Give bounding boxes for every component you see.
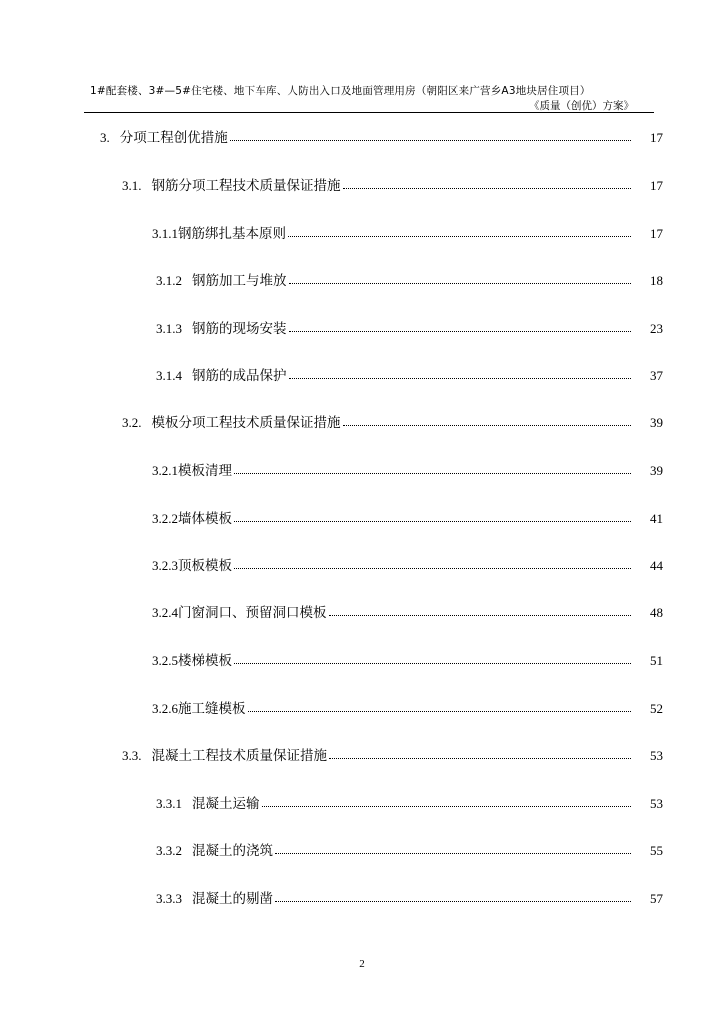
toc-dot-leader bbox=[234, 567, 631, 569]
page-number: 2 bbox=[359, 958, 365, 970]
toc-dot-leader bbox=[262, 805, 632, 807]
toc-entry-number: 3.3.3 bbox=[156, 891, 182, 906]
toc-entry-page-number: 17 bbox=[650, 130, 663, 145]
toc-entry-page-number: 18 bbox=[650, 273, 663, 288]
toc-dot-leader bbox=[289, 282, 632, 284]
toc-dot-leader bbox=[248, 710, 632, 712]
toc-entry-page-number: 52 bbox=[650, 701, 663, 716]
toc-entry-number: 3.3. bbox=[122, 748, 142, 763]
toc-entry-number: 3.2.4 bbox=[152, 605, 178, 620]
toc-entry-title: 顶板模板 bbox=[178, 558, 232, 574]
toc-entry[interactable] bbox=[122, 744, 663, 764]
toc-dot-leader bbox=[234, 472, 631, 474]
toc-dot-leader bbox=[289, 330, 632, 332]
toc-entry-page-number: 53 bbox=[650, 796, 663, 811]
toc-entry-number: 3.3.2 bbox=[156, 843, 182, 858]
toc-entry-page-number: 39 bbox=[650, 463, 663, 478]
toc-entry-page-number: 37 bbox=[650, 368, 663, 383]
toc-entry-title: 混凝土的剔凿 bbox=[192, 891, 273, 907]
toc-entry-page-number: 48 bbox=[650, 605, 663, 620]
toc-entry[interactable] bbox=[152, 601, 663, 621]
toc-entry-number: 3.2. bbox=[122, 415, 142, 430]
toc-entry[interactable] bbox=[152, 697, 663, 717]
toc-entry-number: 3.1. bbox=[122, 178, 142, 193]
toc-entry[interactable] bbox=[156, 887, 663, 907]
toc-entry-page-number: 44 bbox=[650, 558, 663, 573]
toc-entry-title: 门窗洞口、预留洞口模板 bbox=[178, 605, 327, 621]
toc-entry[interactable] bbox=[152, 554, 663, 574]
toc-entry[interactable] bbox=[152, 459, 663, 479]
toc-entry-number: 3.3.1 bbox=[156, 796, 182, 811]
toc-entry-number: 3.1.3 bbox=[156, 321, 182, 336]
toc-entry-page-number: 23 bbox=[650, 321, 663, 336]
toc-entry-number: 3.2.2 bbox=[152, 511, 178, 526]
toc-entry[interactable] bbox=[152, 649, 663, 669]
toc-dot-leader bbox=[234, 520, 631, 522]
toc-entry[interactable] bbox=[122, 174, 663, 194]
toc-entry-title: 分项工程创优措施 bbox=[119, 130, 228, 146]
toc-entry-page-number: 17 bbox=[650, 178, 663, 193]
toc-entry[interactable] bbox=[156, 839, 663, 859]
toc-entry[interactable] bbox=[156, 317, 663, 337]
toc-entry-number: 3. bbox=[100, 130, 110, 145]
toc-entry[interactable] bbox=[156, 364, 663, 384]
toc-entry-number: 3.2.1 bbox=[152, 463, 178, 478]
toc-dot-leader bbox=[275, 900, 631, 902]
toc-entry-page-number: 17 bbox=[650, 226, 663, 241]
toc-dot-leader bbox=[343, 424, 632, 426]
toc-entry[interactable] bbox=[156, 269, 663, 289]
toc-entry-number: 3.1.4 bbox=[156, 368, 182, 383]
toc-entry-title: 混凝土工程技术质量保证措施 bbox=[151, 748, 327, 764]
toc-dot-leader bbox=[234, 662, 631, 664]
toc-entry-page-number: 41 bbox=[650, 511, 663, 526]
toc-dot-leader bbox=[343, 187, 632, 189]
toc-dot-leader bbox=[329, 757, 631, 759]
toc-entry[interactable] bbox=[156, 792, 663, 812]
toc-entry[interactable] bbox=[152, 222, 663, 242]
toc-entry-number: 3.1.2 bbox=[156, 273, 182, 288]
toc-entry-number: 3.1.1 bbox=[152, 226, 178, 241]
header-project-title: 1#配套楼、3#—5#住宅楼、地下车库、人防出入口及地面管理用房（朝阳区来广营乡A3地块居住项目） bbox=[90, 85, 591, 97]
toc-entry-page-number: 51 bbox=[650, 653, 663, 668]
toc-entry-title: 施工缝模板 bbox=[178, 701, 246, 717]
toc-dot-leader bbox=[275, 852, 631, 854]
toc-entry-number: 3.2.6 bbox=[152, 701, 178, 716]
toc-entry-number: 3.2.3 bbox=[152, 558, 178, 573]
toc-entry-title: 钢筋分项工程技术质量保证措施 bbox=[151, 178, 341, 194]
header-document-title: 《质量（创优）方案》 bbox=[529, 100, 634, 112]
toc-entry-page-number: 39 bbox=[650, 415, 663, 430]
toc-entry-title: 钢筋的成品保护 bbox=[192, 368, 287, 384]
toc-entry-page-number: 53 bbox=[650, 748, 663, 763]
toc-entry-page-number: 57 bbox=[650, 891, 663, 906]
toc-dot-leader bbox=[329, 614, 632, 616]
toc-dot-leader bbox=[289, 377, 632, 379]
toc-entry-title: 模板清理 bbox=[178, 463, 232, 479]
toc-entry-page-number: 55 bbox=[650, 843, 663, 858]
toc-entry-title: 楼梯模板 bbox=[178, 653, 232, 669]
toc-entry-number: 3.2.5 bbox=[152, 653, 178, 668]
toc-dot-leader bbox=[230, 139, 631, 141]
toc-entry-title: 墙体模板 bbox=[178, 511, 232, 527]
toc-dot-leader bbox=[288, 235, 631, 237]
toc-entry-title: 模板分项工程技术质量保证措施 bbox=[151, 415, 341, 431]
toc-entry[interactable] bbox=[122, 411, 663, 431]
toc-entry-title: 钢筋绑扎基本原则 bbox=[178, 226, 286, 242]
toc-entry[interactable] bbox=[152, 507, 663, 527]
toc-entry-title: 钢筋的现场安装 bbox=[192, 321, 287, 337]
toc-entry-title: 钢筋加工与堆放 bbox=[192, 273, 287, 289]
toc-entry[interactable] bbox=[100, 126, 663, 146]
toc-entry-title: 混凝土的浇筑 bbox=[192, 843, 273, 859]
toc-entry-title: 混凝土运输 bbox=[192, 796, 260, 812]
